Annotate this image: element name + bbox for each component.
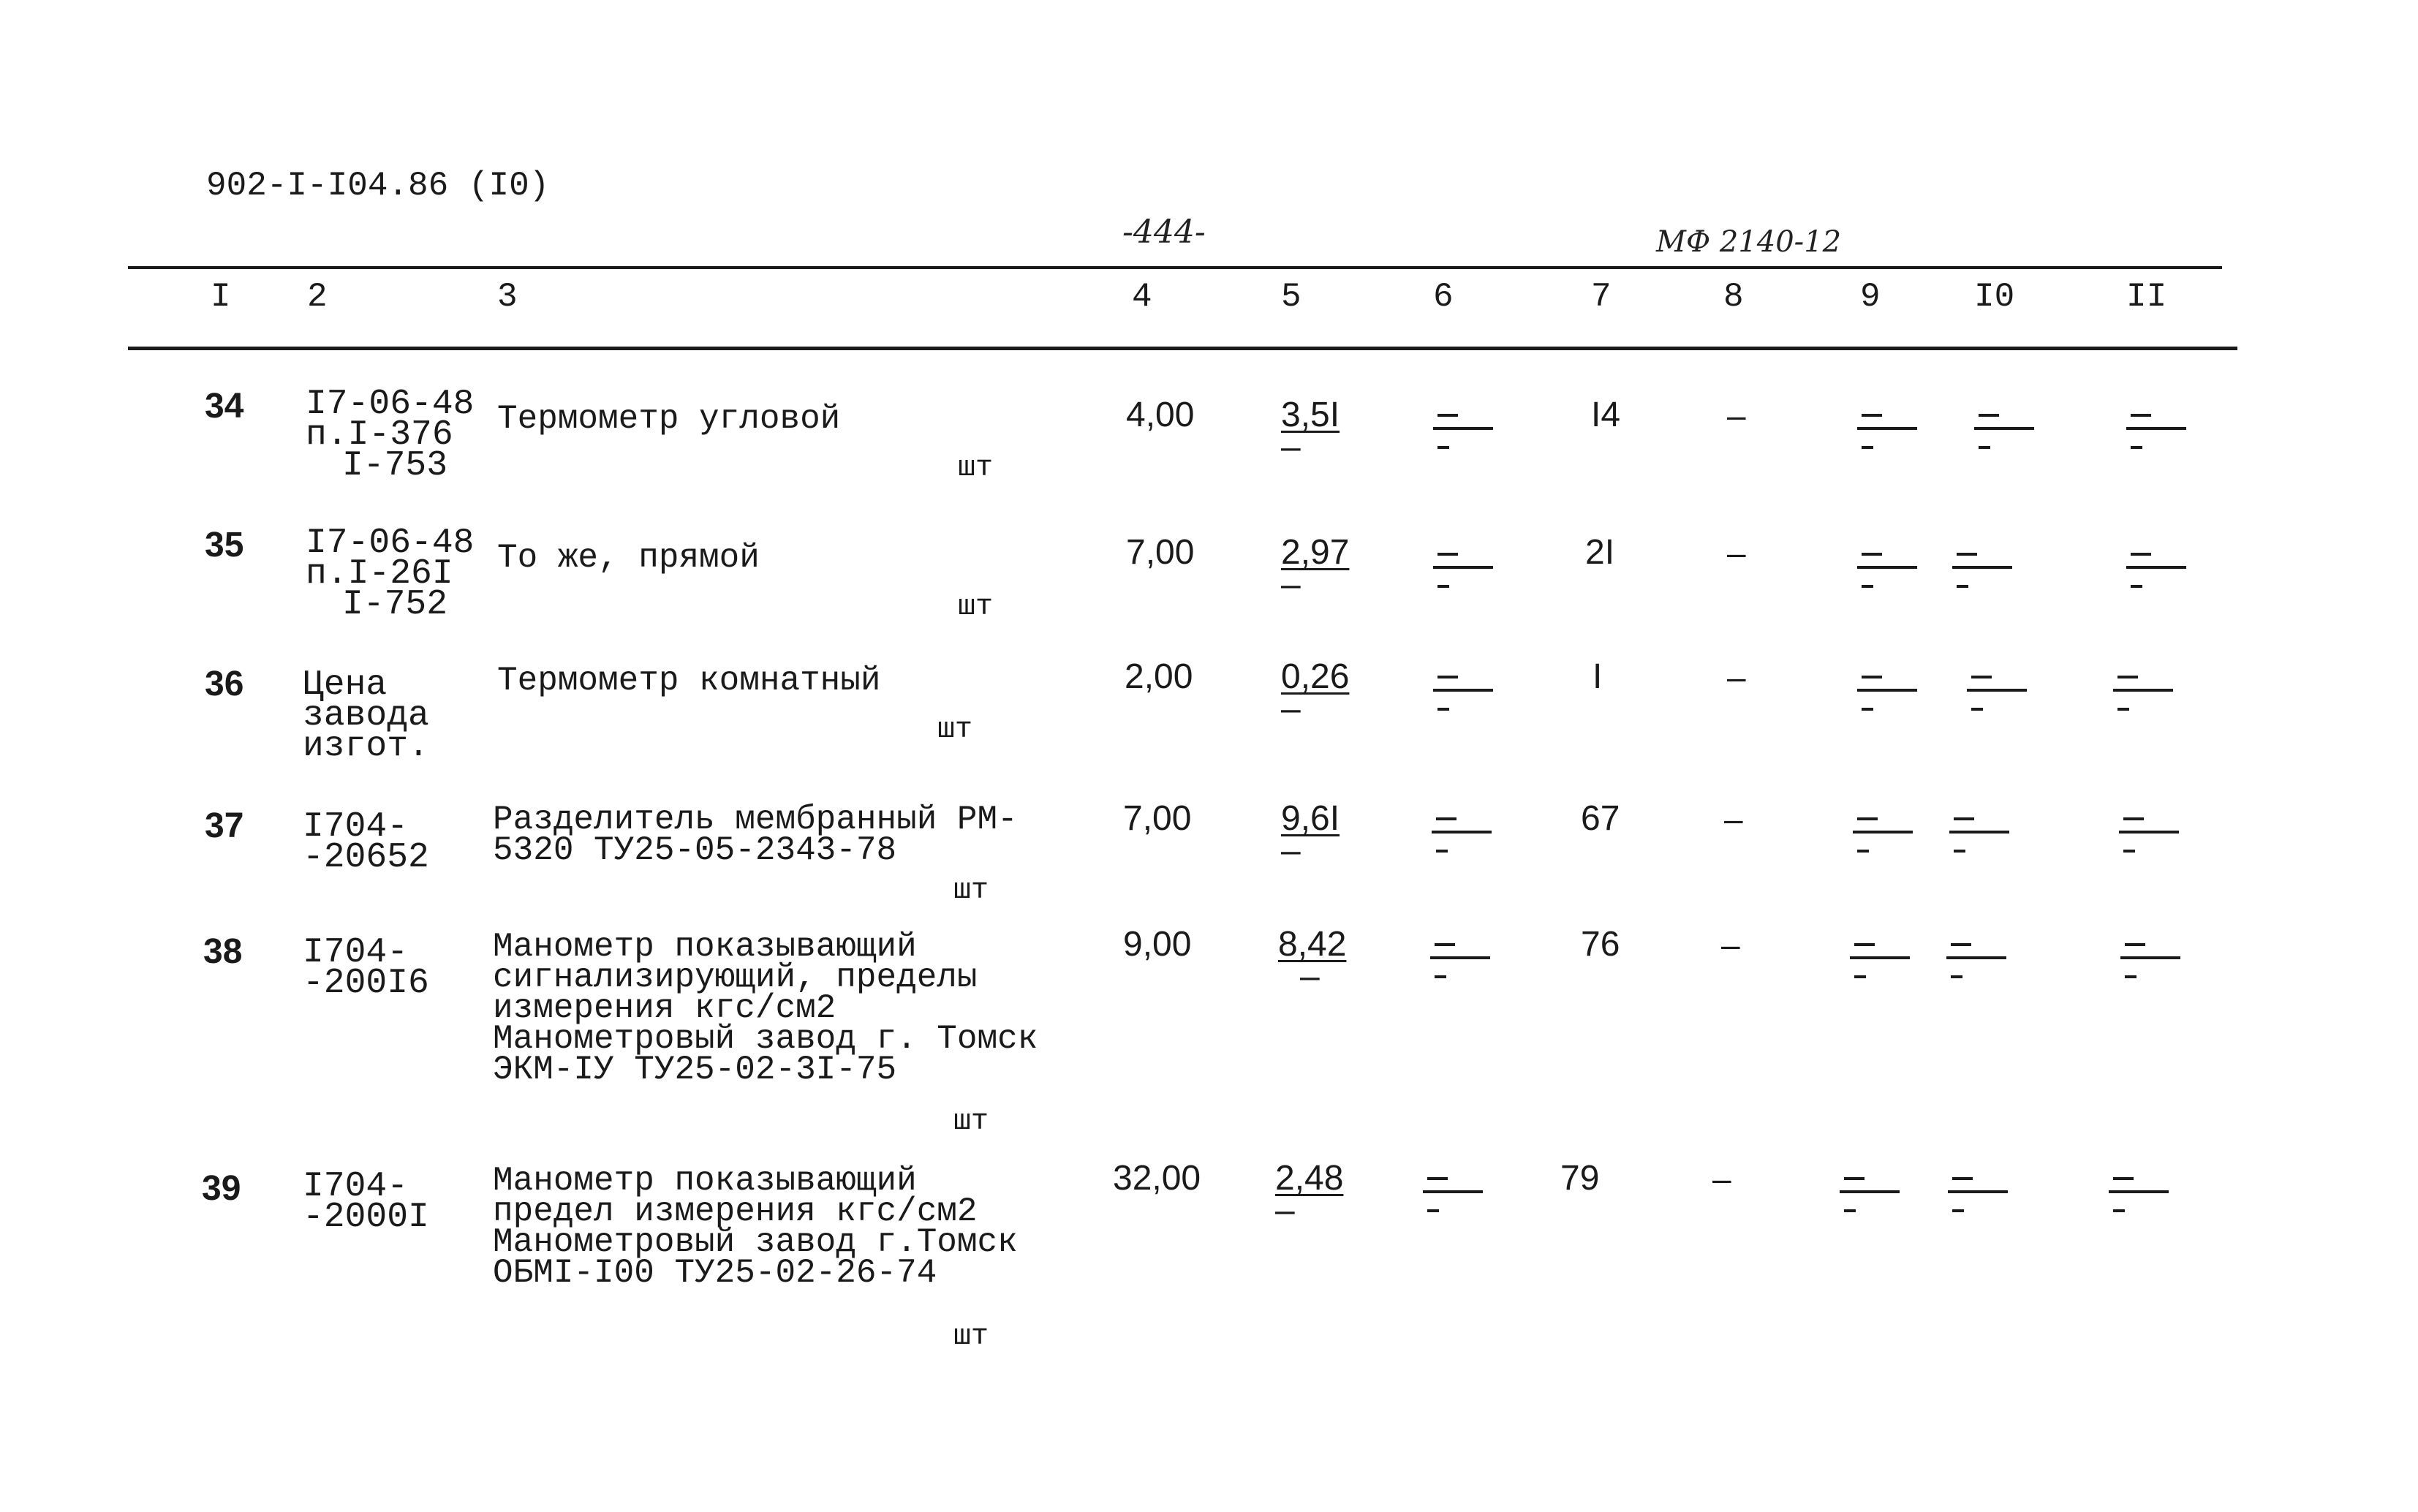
- column-header-8: 8: [1723, 278, 1744, 316]
- row-number: 39: [202, 1169, 241, 1208]
- col5-sub: –: [1281, 428, 1301, 466]
- col8-value: –: [1727, 658, 1746, 696]
- reference-code: [306, 523, 475, 624]
- reference-line: п.I-26I: [306, 554, 453, 594]
- item-description: [497, 539, 760, 577]
- col5-sub: –: [1300, 957, 1320, 996]
- item-description: [493, 928, 1038, 1089]
- reference-line: изгот.: [303, 727, 429, 766]
- col5-value: [1275, 1159, 1344, 1230]
- col4-value: 4,00: [1126, 396, 1195, 434]
- row-number: 34: [205, 387, 244, 426]
- reference-line: I704-: [303, 1167, 409, 1206]
- reference-code: [303, 807, 429, 877]
- col5-main: 3,5I: [1281, 396, 1340, 434]
- col5-main: 2,48: [1275, 1159, 1344, 1198]
- page-number: -444-: [1122, 213, 1206, 251]
- unit-label: шт: [958, 591, 994, 624]
- description-line: сигнализирующий, пределы: [493, 959, 978, 997]
- reference-line: I704-: [303, 933, 409, 972]
- header-bottom-rule: [128, 347, 2237, 350]
- reference-line: I-752: [342, 585, 448, 624]
- item-description: [493, 1162, 1018, 1292]
- column-header-6: 6: [1433, 278, 1454, 316]
- reference-line: -20652: [303, 838, 429, 877]
- col8-value: –: [1724, 800, 1743, 838]
- description-line: 5320 ТУ25-05-2343-78: [493, 831, 897, 869]
- description-line: Разделитель мембранный РМ-: [493, 801, 1018, 839]
- col4-value: 32,00: [1113, 1159, 1201, 1198]
- col5-sub: –: [1275, 1191, 1295, 1230]
- row-number: 36: [205, 665, 244, 703]
- reference-code: [303, 1167, 429, 1237]
- col5-value: [1278, 925, 1347, 996]
- unit-label: шт: [953, 1105, 989, 1138]
- description-line: Термометр угловой: [497, 400, 841, 438]
- reference-code: [303, 933, 429, 1003]
- unit-label: шт: [937, 714, 973, 746]
- unit-label: шт: [953, 1320, 989, 1353]
- row-number: 35: [205, 526, 244, 564]
- col7-value: 79: [1560, 1159, 1600, 1198]
- reference-line: Цена: [303, 665, 388, 705]
- col5-main: 2,97: [1281, 533, 1350, 572]
- row-number: 38: [203, 932, 243, 971]
- unit-label: шт: [953, 874, 989, 907]
- col5-main: 0,26: [1281, 657, 1350, 696]
- description-line: Манометровый завод г. Томск: [493, 1020, 1038, 1058]
- column-header-10: I0: [1974, 278, 2015, 316]
- description-line: предел измерения кгс/см2: [493, 1192, 978, 1231]
- col4-value: 7,00: [1126, 533, 1195, 572]
- column-header-11: II: [2126, 278, 2167, 316]
- col8-value: –: [1712, 1160, 1731, 1198]
- reference-line: I7-06-48: [306, 523, 475, 563]
- col7-value: I: [1593, 657, 1603, 696]
- reference-line: завода: [303, 696, 429, 736]
- col5-sub: –: [1281, 689, 1301, 728]
- item-description: [497, 400, 841, 438]
- description-line: То же, прямой: [497, 539, 760, 577]
- col8-value: –: [1727, 396, 1746, 434]
- reference-line: I-753: [342, 446, 448, 485]
- description-line: измерения кгс/см2: [493, 989, 836, 1027]
- col5-sub: –: [1281, 831, 1301, 870]
- reference-line: I704-: [303, 807, 409, 847]
- document-code: 902-I-I04.86 (I0): [206, 167, 550, 205]
- header-top-rule: [128, 266, 2222, 269]
- col4-value: 7,00: [1123, 799, 1192, 838]
- row-number: 37: [205, 806, 244, 845]
- description-line: Манометр показывающий: [493, 928, 917, 966]
- sheet-mark: МФ 2140-12: [1656, 225, 1842, 259]
- col7-value: 67: [1581, 799, 1620, 838]
- column-header-1: I: [211, 278, 231, 316]
- column-header-5: 5: [1281, 278, 1301, 316]
- col5-value: [1281, 533, 1350, 604]
- col5-value: [1281, 657, 1350, 728]
- col8-value: –: [1727, 534, 1746, 572]
- col4-value: 9,00: [1123, 925, 1192, 964]
- col7-value: 76: [1581, 925, 1620, 964]
- reference-line: -2000I: [303, 1198, 429, 1237]
- reference-line: -200I6: [303, 964, 429, 1003]
- column-header-4: 4: [1132, 278, 1152, 316]
- reference-code: [303, 665, 429, 766]
- col5-sub: –: [1281, 565, 1301, 604]
- description-line: Термометр комнатный: [497, 662, 881, 700]
- description-line: Манометровый завод г.Томск: [493, 1223, 1018, 1261]
- col7-value: I4: [1591, 396, 1621, 434]
- column-header-9: 9: [1860, 278, 1881, 316]
- item-description: [497, 662, 881, 700]
- col8-value: –: [1721, 926, 1740, 964]
- unit-label: шт: [958, 452, 994, 485]
- reference-code: [306, 385, 475, 485]
- col4-value: 2,00: [1125, 657, 1193, 696]
- description-line: ОБМI-I00 ТУ25-02-26-74: [493, 1254, 937, 1292]
- col5-value: [1281, 396, 1340, 466]
- col7-value: 2I: [1585, 533, 1615, 572]
- col5-main: 9,6I: [1281, 799, 1340, 838]
- column-header-2: 2: [307, 278, 328, 316]
- item-description: [493, 801, 1018, 869]
- description-line: Манометр показывающий: [493, 1162, 917, 1200]
- col5-value: [1281, 799, 1340, 870]
- reference-line: п.I-376: [306, 415, 453, 455]
- column-header-7: 7: [1591, 278, 1612, 316]
- col5-main: 8,42: [1278, 925, 1347, 964]
- description-line: ЭКМ-IУ ТУ25-02-3I-75: [493, 1051, 897, 1089]
- column-header-3: 3: [497, 278, 518, 316]
- reference-line: I7-06-48: [306, 385, 475, 424]
